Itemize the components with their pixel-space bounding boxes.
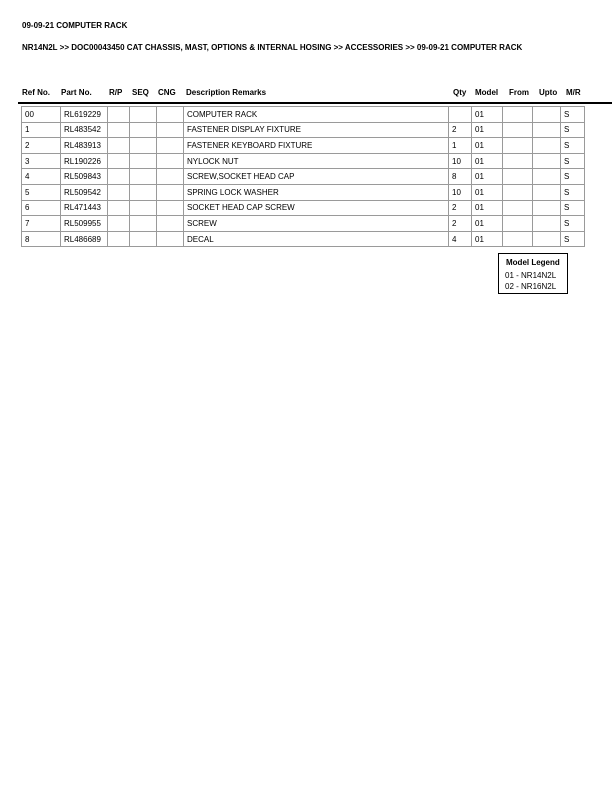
ref-no-cell: 6 [22,200,61,216]
model-cell: 01 [472,107,503,123]
model-legend-item: 02 - NR16N2L [505,282,557,291]
upto-cell [533,138,561,154]
cng-cell [157,184,184,200]
from-cell [503,231,533,247]
table-row [22,200,585,216]
description-cell: SCREW [184,216,449,232]
model-cell: 01 [472,138,503,154]
ref-no-cell: 7 [22,216,61,232]
rp-cell [108,138,130,154]
cng-cell [157,216,184,232]
page-title: 09-09-21 COMPUTER RACK [22,21,128,30]
qty-cell: 8 [449,169,472,185]
col-header-model: Model [475,88,499,97]
qty-cell: 2 [449,200,472,216]
model-legend-title: Model Legend [506,258,560,267]
description-cell: NYLOCK NUT [184,153,449,169]
col-header-part: Part No. [61,88,92,97]
from-cell [503,184,533,200]
col-header-from: From [509,88,529,97]
table-row [22,184,585,200]
upto-cell [533,184,561,200]
qty-cell: 2 [449,216,472,232]
header-divider [18,102,612,104]
table-row [22,231,585,247]
from-cell [503,169,533,185]
part-no-cell: RL483542 [61,122,108,138]
part-no-cell: RL509843 [61,169,108,185]
cng-cell [157,169,184,185]
part-no-cell: RL190226 [61,153,108,169]
from-cell [503,122,533,138]
qty-cell: 10 [449,153,472,169]
rp-cell [108,153,130,169]
mr-cell: S [561,200,585,216]
qty-cell: 4 [449,231,472,247]
from-cell [503,216,533,232]
from-cell [503,200,533,216]
rp-cell [108,107,130,123]
ref-no-cell: 5 [22,184,61,200]
seq-cell [130,122,157,138]
description-cell: SOCKET HEAD CAP SCREW [184,200,449,216]
model-legend-item: 01 - NR14N2L [505,271,557,280]
cng-cell [157,200,184,216]
cng-cell [157,153,184,169]
description-cell: FASTENER KEYBOARD FIXTURE [184,138,449,154]
model-cell: 01 [472,169,503,185]
mr-cell: S [561,231,585,247]
upto-cell [533,122,561,138]
seq-cell [130,169,157,185]
table-row [22,216,585,232]
rp-cell [108,184,130,200]
ref-no-cell: 1 [22,122,61,138]
description-cell: SPRING LOCK WASHER [184,184,449,200]
upto-cell [533,169,561,185]
description-cell: COMPUTER RACK [184,107,449,123]
rp-cell [108,231,130,247]
mr-cell: S [561,153,585,169]
mr-cell: S [561,122,585,138]
rp-cell [108,200,130,216]
seq-cell [130,184,157,200]
mr-cell: S [561,169,585,185]
cng-cell [157,231,184,247]
seq-cell [130,200,157,216]
rp-cell [108,216,130,232]
rp-cell [108,122,130,138]
col-header-cng: CNG [158,88,176,97]
breadcrumb: NR14N2L >> DOC00043450 CAT CHASSIS, MAST, OPTIONS & INTERNAL HOSING >> ACCESSORIES >> 09-09-21 COMPUTER RACK [22,43,523,52]
seq-cell [130,138,157,154]
model-cell: 01 [472,153,503,169]
table-row [22,169,585,185]
part-no-cell: RL619229 [61,107,108,123]
qty-cell: 10 [449,184,472,200]
col-header-qty: Qty [453,88,467,97]
table-row [22,122,585,138]
mr-cell: S [561,138,585,154]
ref-no-cell: 4 [22,169,61,185]
table-row [22,138,585,154]
parts-table [21,106,585,247]
cng-cell [157,122,184,138]
table-row [22,153,585,169]
cng-cell [157,138,184,154]
mr-cell: S [561,216,585,232]
upto-cell [533,200,561,216]
parts-table-body [22,107,585,247]
col-header-upto: Upto [539,88,558,97]
seq-cell [130,153,157,169]
ref-no-cell: 00 [22,107,61,123]
qty-cell: 2 [449,122,472,138]
part-no-cell: RL471443 [61,200,108,216]
part-no-cell: RL486689 [61,231,108,247]
upto-cell [533,216,561,232]
mr-cell: S [561,107,585,123]
rp-cell [108,169,130,185]
model-cell: 01 [472,184,503,200]
description-cell: SCREW,SOCKET HEAD CAP [184,169,449,185]
col-header-rp: R/P [109,88,123,97]
model-cell: 01 [472,216,503,232]
part-no-cell: RL509955 [61,216,108,232]
mr-cell: S [561,184,585,200]
ref-no-cell: 2 [22,138,61,154]
ref-no-cell: 3 [22,153,61,169]
qty-cell [449,107,472,123]
upto-cell [533,153,561,169]
seq-cell [130,231,157,247]
seq-cell [130,216,157,232]
description-cell: DECAL [184,231,449,247]
table-row [22,107,585,123]
description-cell: FASTENER DISPLAY FIXTURE [184,122,449,138]
col-header-seq: SEQ [132,88,149,97]
model-legend [498,253,568,294]
model-cell: 01 [472,122,503,138]
model-cell: 01 [472,200,503,216]
from-cell [503,138,533,154]
part-no-cell: RL509542 [61,184,108,200]
cng-cell [157,107,184,123]
from-cell [503,153,533,169]
seq-cell [130,107,157,123]
part-no-cell: RL483913 [61,138,108,154]
col-header-description: Description Remarks [186,88,267,97]
from-cell [503,107,533,123]
upto-cell [533,231,561,247]
model-cell: 01 [472,231,503,247]
col-header-mr: M/R [566,88,581,97]
col-header-ref: Ref No. [22,88,50,97]
upto-cell [533,107,561,123]
ref-no-cell: 8 [22,231,61,247]
qty-cell: 1 [449,138,472,154]
